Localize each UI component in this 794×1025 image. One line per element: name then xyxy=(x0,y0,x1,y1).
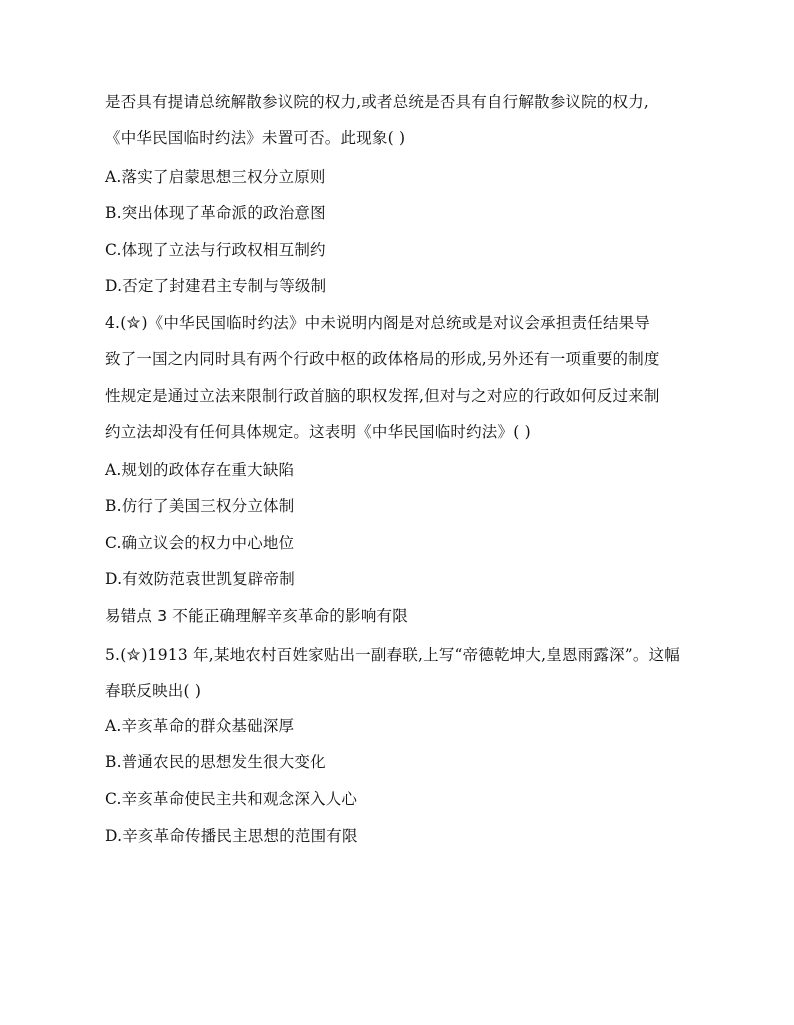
section-title: 易错点 3 不能正确理解辛亥革命的影响有限 xyxy=(105,607,408,625)
q5-option-d: D.辛亥革命传播民主思想的范围有限 xyxy=(105,827,358,845)
q4-option-d: D.有效防范袁世凯复辟帝制 xyxy=(105,570,295,588)
q3-option-a: A.落实了启蒙思想三权分立原则 xyxy=(105,168,326,186)
q4-stem-line3: 性规定是通过立法来限制行政首脑的职权发挥,但对与之对应的行政如何反过来制 xyxy=(105,387,660,405)
q5-stem-line1 xyxy=(105,645,680,665)
q3-option-c: C.体现了立法与行政权相互制约 xyxy=(105,241,326,259)
q4-option-b: B.仿行了美国三权分立体制 xyxy=(105,497,295,515)
q3-stem-line2: 《中华民国临时约法》未置可否。此现象( ) xyxy=(105,129,406,147)
q5-option-a: A.辛亥革命的群众基础深厚 xyxy=(105,717,295,735)
q5-stem-line2: 春联反映出( ) xyxy=(105,682,202,700)
q4-stem-line4: 约立法却没有任何具体规定。这表明《中华民国临时约法》( ) xyxy=(105,423,531,441)
q4-option-c: C.确立议会的权力中心地位 xyxy=(105,534,295,552)
q4-stem-line1-text: )《中华民国临时约法》中未说明内阁是对总统或是对议会承担责任结果导 xyxy=(141,314,651,332)
q4-option-a: A.规划的政体存在重大缺陷 xyxy=(105,461,295,479)
q5-stem-line1-text: )1913 年,某地农村百姓家贴出一副春联,上写“帝德乾坤大,皇恩雨露深”。这幅 xyxy=(141,646,680,664)
q5-option-c: C.辛亥革命使民主共和观念深入人心 xyxy=(105,790,358,808)
q5-number: 5.( xyxy=(105,646,127,664)
q4-stem-line2: 致了一国之内同时具有两个行政中枢的政体格局的形成,另外还有一项重要的制度 xyxy=(105,350,660,368)
q3-option-b: B.突出体现了革命派的政治意图 xyxy=(105,204,326,222)
difficulty-star-icon xyxy=(127,316,140,329)
q3-option-d: D.否定了封建君主专制与等级制 xyxy=(105,277,327,295)
q3-stem-line1: 是否具有提请总统解散参议院的权力,或者总统是否具有自行解散参议院的权力, xyxy=(105,93,650,111)
q4-number: 4.( xyxy=(105,314,127,332)
difficulty-star-icon xyxy=(127,648,140,661)
q4-stem-line1 xyxy=(105,313,650,333)
q5-option-b: B.普通农民的思想发生很大变化 xyxy=(105,753,326,771)
